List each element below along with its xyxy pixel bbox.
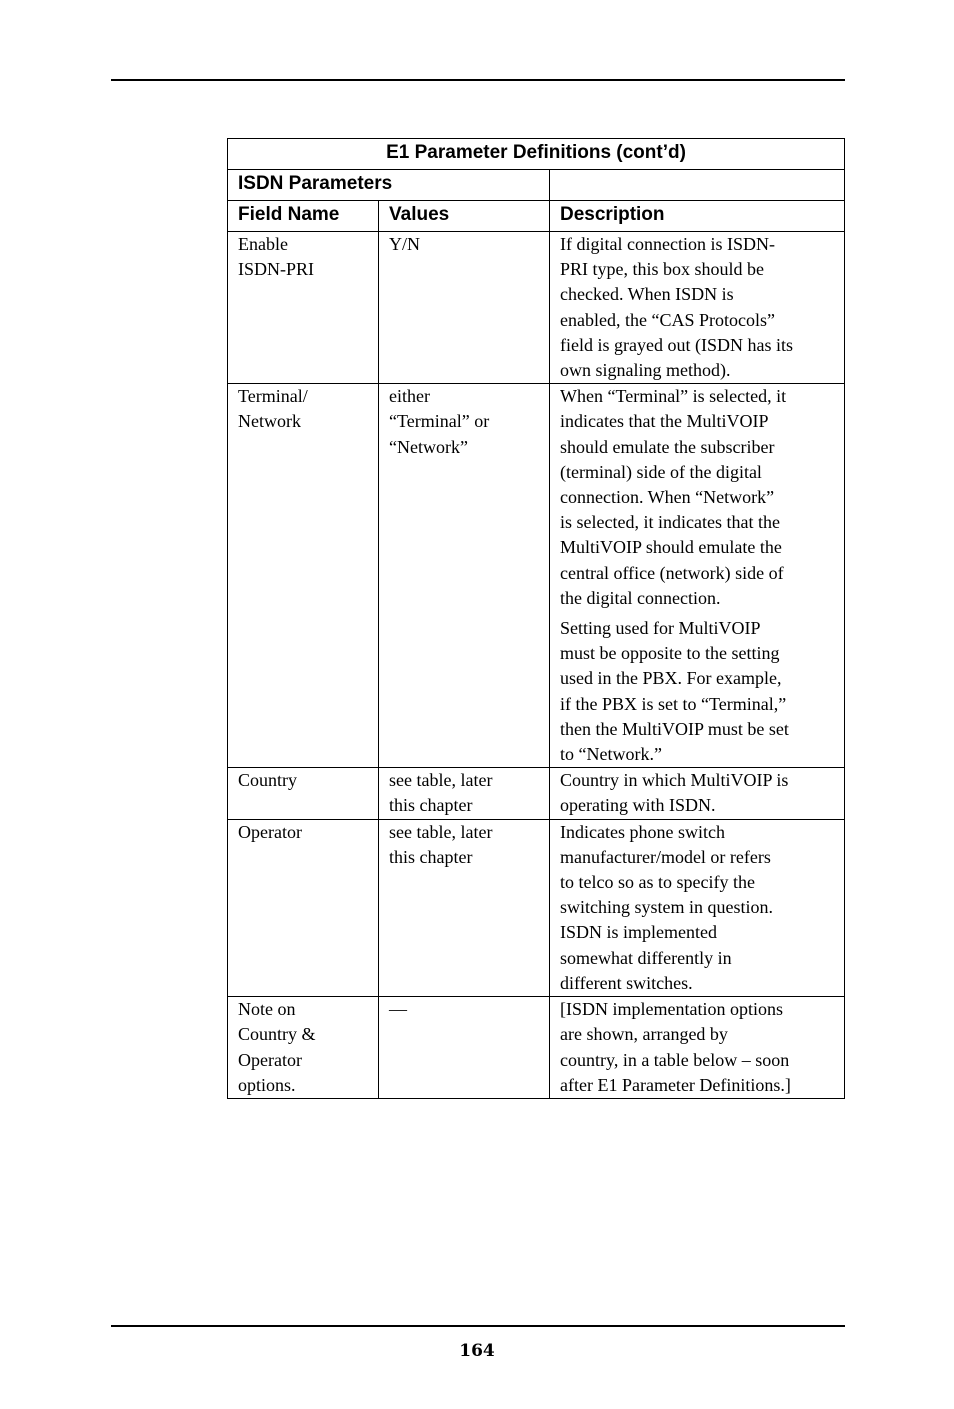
section-empty-cell bbox=[550, 170, 845, 201]
values-text: see table, later this chapter bbox=[389, 770, 493, 816]
table-row bbox=[228, 997, 845, 1099]
description-paragraph: When “Terminal” is selected, it indicates that the MultiVOIP should emulate the subscriber (terminal) side of the digital connection. When “Network” is selected, it indicates that the MultiVOIP should emulate the central office (network) side of the digital connection. bbox=[560, 386, 787, 608]
field-name-text: Operator bbox=[238, 821, 302, 842]
description-cell bbox=[550, 997, 845, 1099]
section-row bbox=[228, 170, 845, 201]
description-paragraph: Indicates phone switch manufacturer/model or refers to telco so as to specify the switching system in question. ISDN is implemented somewhat differently in different switches. bbox=[560, 821, 773, 993]
field-name-cell bbox=[228, 384, 379, 768]
description-paragraph: Country in which MultiVOIP is operating with ISDN. bbox=[560, 770, 789, 816]
table-row bbox=[228, 768, 845, 819]
field-name-cell bbox=[228, 768, 379, 819]
field-name-cell bbox=[228, 997, 379, 1099]
table-row bbox=[228, 384, 845, 768]
column-header-row bbox=[228, 201, 845, 232]
values-cell bbox=[379, 384, 550, 768]
values-cell bbox=[379, 232, 550, 384]
table-title: E1 Parameter Definitions (cont’d) bbox=[228, 139, 845, 170]
values-text: Y/N bbox=[389, 234, 420, 254]
header-rule bbox=[111, 79, 845, 81]
table-row bbox=[228, 232, 845, 384]
column-header-description: Description bbox=[550, 201, 845, 232]
field-name-cell bbox=[228, 819, 379, 996]
field-name-cell bbox=[228, 232, 379, 384]
field-name-text: Terminal/ Network bbox=[238, 386, 308, 432]
description-paragraph: If digital connection is ISDN- PRI type, this box should be checked. When ISDN is enabled, the “CAS Protocols” field is grayed out (ISDN has its own signaling method). bbox=[560, 234, 793, 381]
page-number: 164 bbox=[459, 1341, 495, 1361]
values-text: see table, later this chapter bbox=[389, 821, 493, 867]
values-text: — bbox=[389, 999, 407, 1020]
description-cell bbox=[550, 232, 845, 384]
section-title: ISDN Parameters bbox=[228, 170, 550, 201]
values-cell bbox=[379, 819, 550, 996]
values-text: either “Terminal” or “Network” bbox=[389, 386, 490, 457]
e1-parameter-table bbox=[227, 138, 845, 1099]
field-name-text: Country bbox=[238, 770, 298, 791]
values-cell bbox=[379, 997, 550, 1099]
description-paragraph: Setting used for MultiVOIP must be opposite to the setting used in the PBX. For example, if the PBX is set to “Terminal,” then the MultiVOIP must be set to “Network.” bbox=[560, 618, 789, 765]
table-title-row bbox=[228, 139, 845, 170]
field-name-text: Note on Country & Operator options. bbox=[238, 999, 316, 1095]
description-cell bbox=[550, 768, 845, 819]
footer-rule bbox=[111, 1325, 845, 1327]
column-header-field-name: Field Name bbox=[228, 201, 379, 232]
column-header-values: Values bbox=[379, 201, 550, 232]
description-cell bbox=[550, 819, 845, 996]
table-row bbox=[228, 819, 845, 996]
description-paragraph: [ISDN implementation options are shown, arranged by country, in a table below – soon after E1 Parameter Definitions.] bbox=[560, 999, 791, 1095]
description-cell bbox=[550, 384, 845, 768]
field-name-text: Enable ISDN-PRI bbox=[238, 234, 315, 280]
table-body bbox=[228, 232, 845, 1099]
values-cell bbox=[379, 768, 550, 819]
